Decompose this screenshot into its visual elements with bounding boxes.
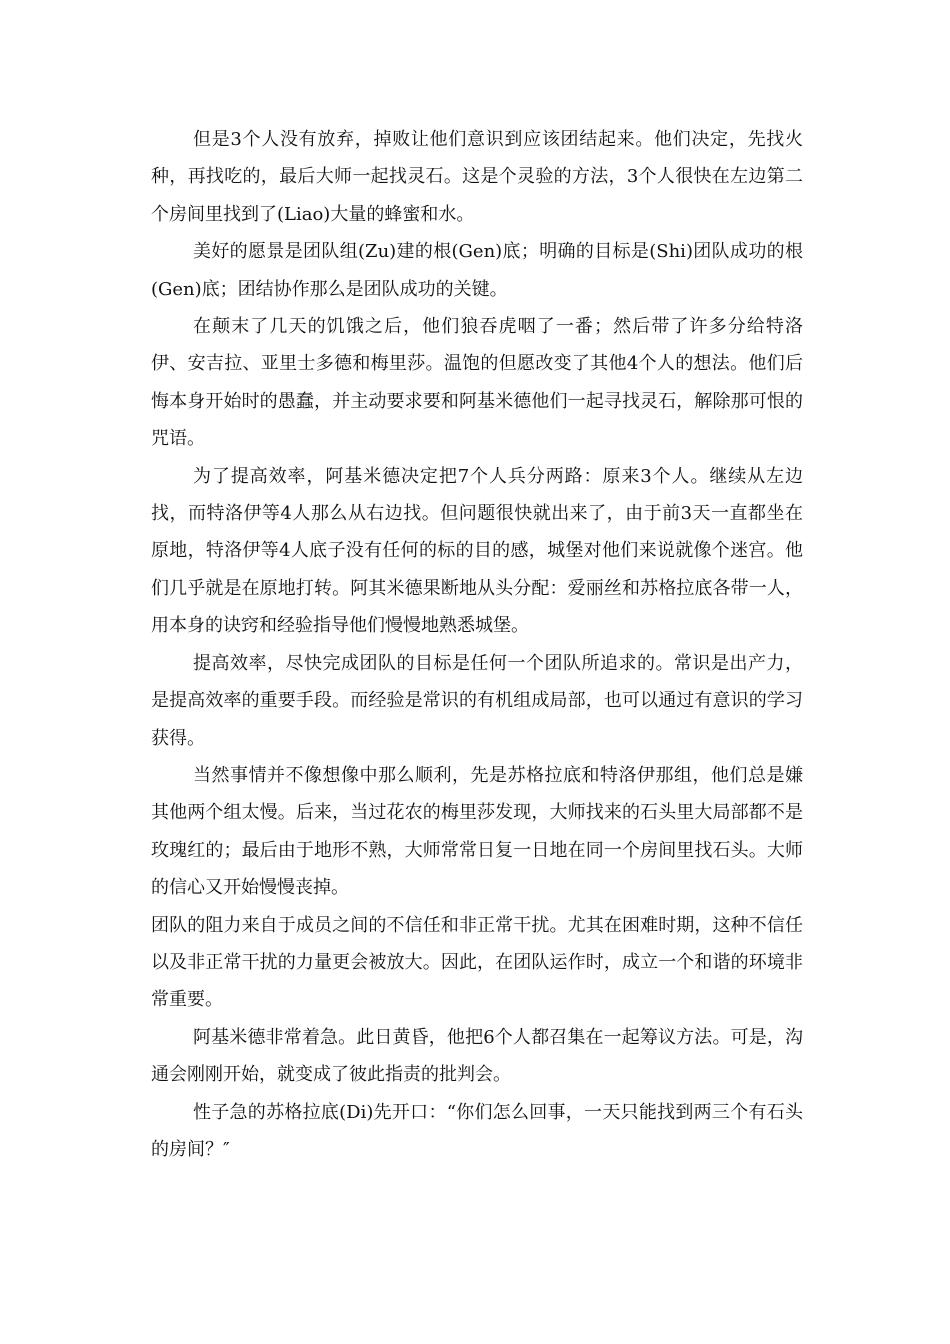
- paragraph-9: 性子急的苏格拉底(Di)先开口：“你们怎么回事，一天只能找到两三个有石头的房间？″: [151, 1101, 803, 1160]
- paragraph-3: 在颠末了几天的饥饿之后，他们狼吞虎咽了一番；然后带了许多分给特洛伊、安吉拉、亚里士多德和梅里莎。温饱的但愿改变了其他4个人的想法。他们后悔本身开始时的愚蠢，并主动要求要和阿基米德他们一起寻找灵石，解除那可恨的咒语。: [151, 316, 803, 450]
- paragraph-2: 美好的愿景是团队组(Zu)建的根(Gen)底；明确的目标是(Shi)团队成功的根(Gen)底；团结协作那么是团队成功的关键。: [151, 241, 803, 300]
- paragraph-7: 团队的阻力来自于成员之间的不信任和非正常干扰。尤其在困难时期，这种不信任以及非正常干扰的力量更会被放大。因此，在团队运作时，成立一个和谐的环境非常重要。: [151, 914, 803, 1011]
- paragraph-5: 提高效率，尽快完成团队的目标是任何一个团队所追求的。常识是出产力，是提高效率的重要手段。而经验是常识的有机组成局部，也可以通过有意识的学习获得。: [151, 652, 803, 749]
- document-body: [151, 121, 803, 1168]
- paragraph-1: 但是3个人没有放弃，掉败让他们意识到应该团结起来。他们决定，先找火种，再找吃的，最后大师一起找灵石。这是个灵验的方法，3个人很快在左边第二个房间里找到了(Liao)大量的蜂蜜和水。: [151, 129, 803, 225]
- paragraph-6: 当然事情并不像想像中那么顺利，先是苏格拉底和特洛伊那组，他们总是嫌其他两个组太慢。后来，当过花农的梅里莎发现，大师找来的石头里大局部都不是玫瑰红的；最后由于地形不熟，大师常常日复一日地在同一个房间里找石头。大师的信心又开始慢慢丧掉。: [151, 764, 803, 899]
- paragraph-8: 阿基米德非常着急。此日黄昏，他把6个人都召集在一起筹议方法。可是，沟通会刚刚开始，就变成了彼此指责的批判会。: [151, 1026, 803, 1086]
- paragraph-4: 为了提高效率，阿基米德决定把7个人兵分两路：原来3个人。继续从左边找，而特洛伊等4人那么从右边找。但问题很快就出来了，由于前3天一直都坐在原地，特洛伊等4人底子没有任何的标的目的感，城堡对他们来说就像个迷宫。他们几乎就是在原地打转。阿其米德果断地从头分配：爱丽丝和苏格拉底各带一人，用本身的诀窍和经验指导他们慢慢地熟悉城堡。: [151, 465, 803, 637]
